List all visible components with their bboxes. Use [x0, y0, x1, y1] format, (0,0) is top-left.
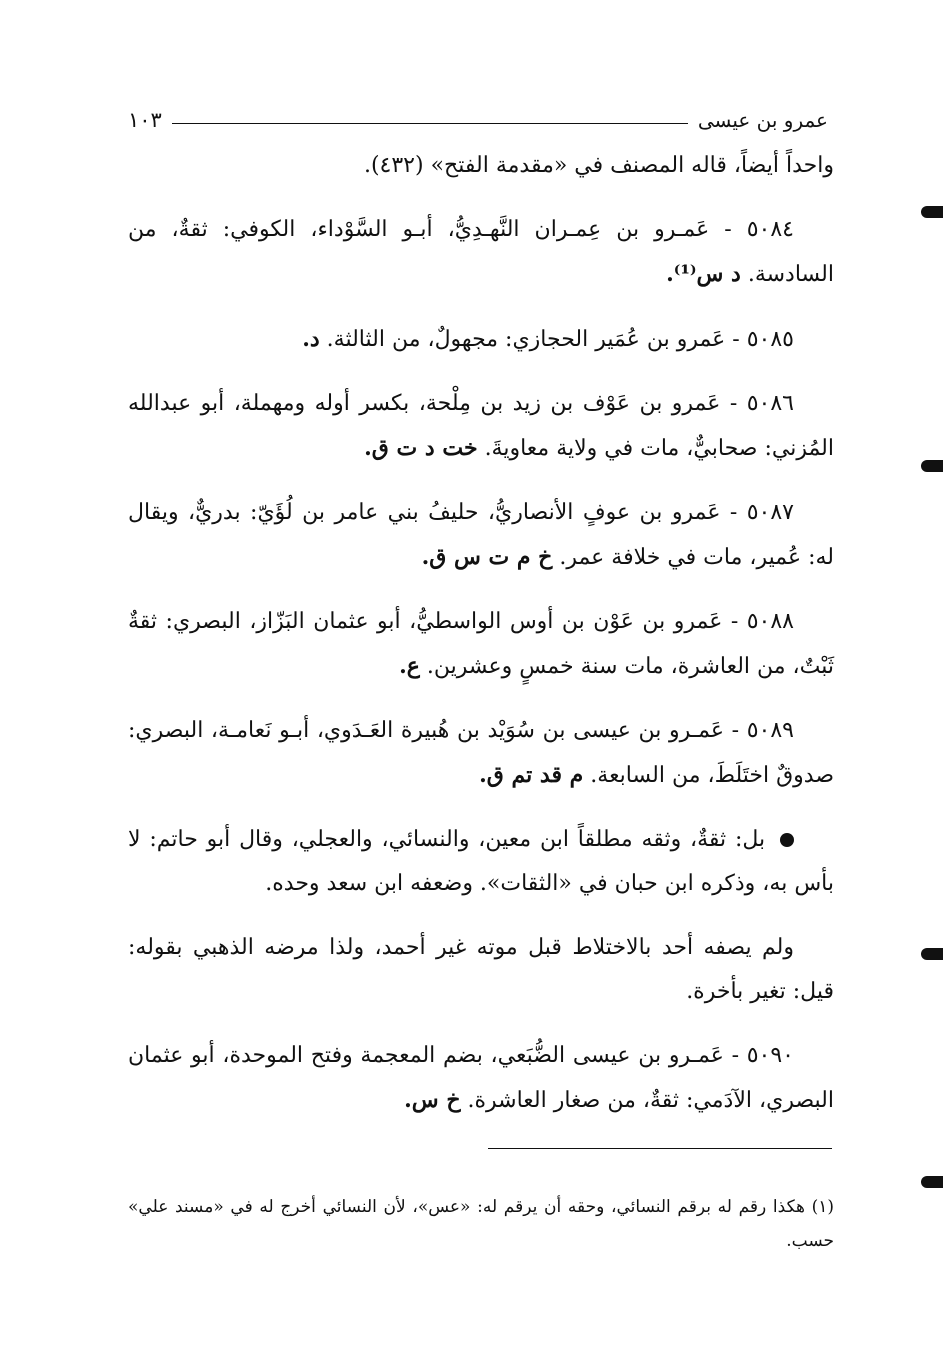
entry-5085 [128, 317, 834, 362]
entry-text: ٥٠٨٥ - عَمرو بن عُمَير الحجازي: مجهولٌ، من الثالثة. [326, 327, 794, 352]
entry-text: ٥٠٩٠ - عَمـرو بن عيسى الضُّبَعي، بضم المعجمة وفتح الموحدة، أبو عثمان البصري، الآدَمي: ثقةٌ، من صغار العاشرة. [128, 1043, 834, 1113]
edge-mark [921, 206, 943, 218]
entry-5084 [128, 208, 834, 297]
entry-text: ٥٠٨٩ - عَمـرو بن عيسى بن سُوَيْد بن هُبيرة العَـدَوي، أبـو نَعامـة، البصري: صدوقٌ اختَلَطَ، من السابعة. [128, 718, 834, 788]
running-header [128, 104, 828, 136]
paragraph-continuation [128, 144, 834, 188]
footnote-text: (١) هكذا رقم له برقم النسائي، وحقه أن يرقم له: «عس»، لأن النسائي أخرج له في «مسند علي» حسب. [128, 1197, 834, 1251]
bullet-icon [780, 833, 794, 847]
entry-5086 [128, 382, 834, 471]
entry-text: ٥٠٨٦ - عَمرو بن عَوْف بن زيد بن مِلْحة، بكسر أوله ومهملة، أبو عبدالله المُزني: صحابيٌّ، مات في ولاية معاويةَ. [128, 391, 834, 461]
edge-mark [921, 460, 943, 472]
paragraph-text: واحداً أيضاً، قاله المصنف في «مقدمة الفتح» (٤٣٢). [363, 153, 834, 178]
edge-mark [921, 948, 943, 960]
entry-text: ٥٠٨٧ - عَمرو بن عوفٍ الأنصاريُّ، حليفُ بني عامر بن لُؤَيّ: بدريٌّ، ويقال له: عُمير، مات في خلافة عمر. [128, 500, 834, 570]
entry-sigla: خ م ت س ق. [421, 544, 553, 570]
edge-mark [921, 1176, 943, 1188]
note-text: ولم يصفه أحد بالاختلاط قبل موته غير أحمد، ولذا مرضه الذهبي بقوله: قيل: تغير بأخرة. [128, 935, 834, 1004]
editor-note [128, 818, 834, 906]
editor-note-continued [128, 926, 834, 1014]
entry-5089 [128, 709, 834, 798]
entry-sigla: خت د ت ق. [364, 435, 478, 461]
footnote-divider [488, 1148, 832, 1149]
entry-sigla: خ س. [404, 1087, 461, 1113]
page-number: ١٠٣ [128, 108, 162, 132]
entry-5088 [128, 600, 834, 689]
main-text [128, 144, 834, 1143]
entry-5090 [128, 1034, 834, 1123]
header-title: عمرو بن عيسى [697, 108, 828, 132]
note-text: بل: ثقةٌ، وثقه مطلقاً ابن معين، والنسائي، والعجلي، وقال أبو حاتم: لا بأس به، وذكره ابن حبان في «الثقات». وضعفه ابن سعد وحده. [128, 827, 834, 896]
entry-sigla: د. [302, 326, 320, 352]
entry-5087 [128, 491, 834, 580]
entry-sigla: م قد تم ق. [479, 762, 584, 788]
entry-text: ٥٠٨٤ - عَمـرو بن عِمـران النَّهـدِيُّ، أبـو السَّوْداء، الكوفي: ثقةٌ، من السادسة. [128, 217, 834, 287]
entry-sigla: د س⁽¹⁾. [666, 261, 741, 287]
footnote [128, 1190, 834, 1258]
entry-text: ٥٠٨٨ - عَمرو بن عَوْن بن أوس الواسطيُّ، أبو عثمان البَزّاز، البصري: ثقةٌ ثَبْتٌ، من العاشرة، مات سنة خمسٍ وعشرين. [128, 609, 834, 679]
header-rule [172, 123, 688, 124]
entry-sigla: ع. [399, 653, 420, 679]
